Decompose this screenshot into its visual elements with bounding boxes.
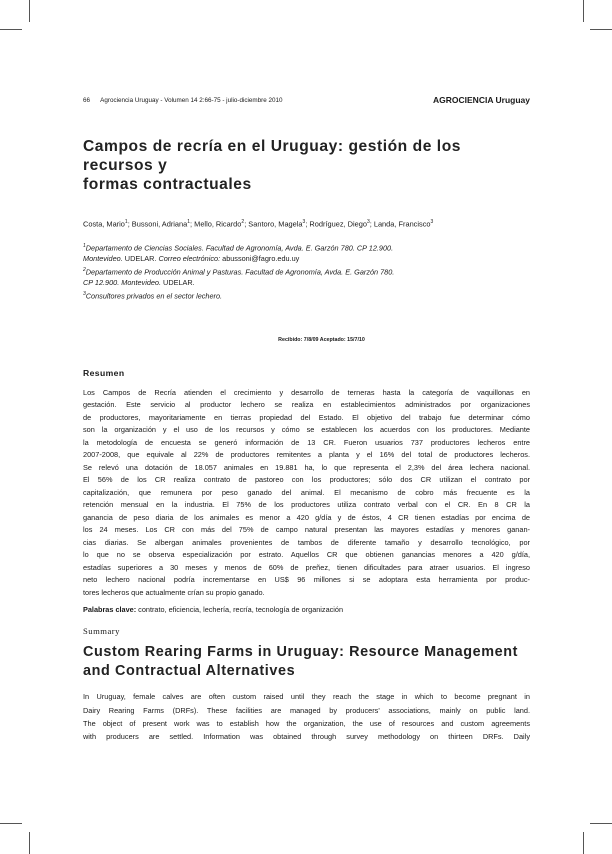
author: Rodríguez, Diego	[309, 219, 367, 229]
text-line: El 56% de los CR realiza contrato de pastoreo con los productores; sólo dos CR utilizan el contrato por	[83, 475, 530, 485]
keywords-text: contrato, eficiencia, lechería, recría, tecnología de organización	[136, 605, 344, 615]
text-line: tores lecheros que actualmente crían su propio ganado.	[83, 587, 265, 597]
text-line: estadías superiores a 30 meses y menos de 60% de preñez, tienen dificultades para atraer usuarios. El ingreso	[83, 562, 530, 572]
header-left	[83, 97, 283, 104]
page-number: 66	[83, 97, 91, 104]
crop-mark	[0, 29, 22, 30]
crop-mark	[29, 0, 30, 22]
text-line: retención mensual en la industria. El 75% de los productores utiliza contrato verbal con el CR. En 8 CR la	[83, 500, 530, 510]
title-es-line2: formas contractuales	[83, 176, 252, 193]
summary-heading: Summary	[83, 626, 120, 637]
journal-info: Agrociencia Uruguay - Volumen 14 2:66-75 - julio-diciembre 2010	[100, 97, 283, 104]
text-line: with producers are settled. Information was obtained through survey methodology on thirteen DRFs. Daily	[83, 732, 530, 742]
crop-mark	[590, 823, 612, 824]
text-line: 2007-2008, que equivale al 22% de productores remitentes a planta y el 16% del total de productores lecheros.	[83, 450, 530, 460]
title-en-line1: Custom Rearing Farms in Uruguay: Resource Management	[83, 644, 519, 661]
text-line: capitalización, que remunera por peso ganado del animal. El mecanismo de cobro más frecuente es la	[83, 487, 530, 497]
text-line: In Uruguay, female calves are often custom raised until they reach the stage in which to become pregnant in	[83, 692, 530, 702]
affiliation-2: $^2$Departamento de Producción Animal y Pasturas. Facultad de Agronomía, Avda. E. Garzón 780. CP 12.900. Montevideo. UDELAR.	[83, 267, 395, 288]
article-title-en	[83, 643, 530, 681]
crop-mark	[590, 29, 612, 30]
text-line: Dairy Rearing Farms (DRFs). These facilities are managed by producers' associations, mainly on public land.	[83, 705, 530, 715]
text-line: son la organización y el uso de los recursos y cómo se establecen los acuerdos con los productores. Mediante	[83, 425, 530, 435]
keywords-label: Palabras clave:	[83, 605, 137, 615]
resumen-heading: Resumen	[83, 367, 125, 378]
journal-brand: AGROCIENCIA Uruguay	[433, 95, 530, 105]
crop-mark	[0, 823, 22, 824]
text-line: ganancia de peso diaria de los animales es menor a 420 g/día y de éstos, 4 CR tienen estadías por encima de	[83, 512, 530, 522]
crop-mark	[583, 0, 584, 22]
affiliation-3: $^3$Consultores privados en el sector lechero.	[83, 290, 223, 301]
text-line: neto lechero nacional podría incrementarse en US$ 96 millones si se adoptara esta herramienta por produc-	[83, 575, 530, 585]
affiliations	[83, 241, 530, 301]
text-line: la metodología de encuesta se generó información de 13 CR. Fueron usuarios 737 productores lecheros entre	[83, 437, 530, 447]
title-es-line1: Campos de recría en el Uruguay: gestión de los recursos y	[83, 138, 461, 174]
author: Costa, Mario	[83, 219, 125, 229]
author-list: Costa, Mario$^1$; Bussoni, Adriana$^1$; Mello, Ricardo$^2$; Santoro, Magela$^3$; Rodríguez, Diego$^3$; Landa, Francisco$^3$	[83, 219, 434, 229]
crop-mark	[29, 832, 30, 854]
text-line: Los Campos de Recría atienden el crecimiento y desarrollo de terneras hasta la categoría de vaquillonas en	[83, 387, 530, 397]
crop-mark	[583, 832, 584, 854]
summary-text	[83, 690, 530, 743]
email-link[interactable]: abussoni@fagro.edu.uy	[220, 254, 300, 264]
article-title-es	[83, 137, 530, 194]
author: Santoro, Magela	[248, 219, 303, 229]
resumen-text	[83, 387, 530, 600]
text-line: de productores, mayoritariamente en tierras propiedad del Estado. El objetivo del trabajo fue determinar cómo	[83, 412, 530, 422]
author: Mello, Ricardo	[194, 219, 242, 229]
text-line: cias diarias. Se albergan animales provenientes de tambos de diferente tamaño y desarrollo tecnológico, por	[83, 537, 530, 547]
text-line: The object of present work was to establish how the organization, the use of resources and custom agreements	[83, 718, 530, 728]
affiliation-1: $^1$Departamento de Ciencias Sociales. Facultad de Agronomía, Avda. E. Garzón 780. CP 12.900. Montevideo. UDELAR. Correo electrónico: abussoni@fagro.edu.uy	[83, 243, 394, 264]
text-line: Se relevó una dotación de 18.057 animales en 19.881 ha, lo que representa el 2,3% del área lechera nacional.	[83, 462, 530, 472]
received-accepted-dates: Recibido: 7/8/09 Aceptado: 15/7/10	[278, 336, 365, 343]
page-content	[83, 94, 530, 743]
running-header	[83, 94, 530, 106]
text-line: los 24 meses. Los CR con más del 75% de campo natural presentan las mayores estadías y menores ganan-	[83, 525, 530, 535]
author: Landa, Francisco	[373, 219, 431, 229]
keywords	[83, 605, 530, 614]
text-line: gestación. Este servicio al productor lechero se realiza en establecimientos administrados por organizaciones	[83, 400, 530, 410]
author: Bussoni, Adriana	[131, 219, 188, 229]
text-line: lo que no se observa especialización por estrato. Aquellos CR que obtienen ganancias menores a 420 g/día,	[83, 550, 530, 560]
title-en-line2: and Contractual Alternatives	[83, 663, 296, 680]
